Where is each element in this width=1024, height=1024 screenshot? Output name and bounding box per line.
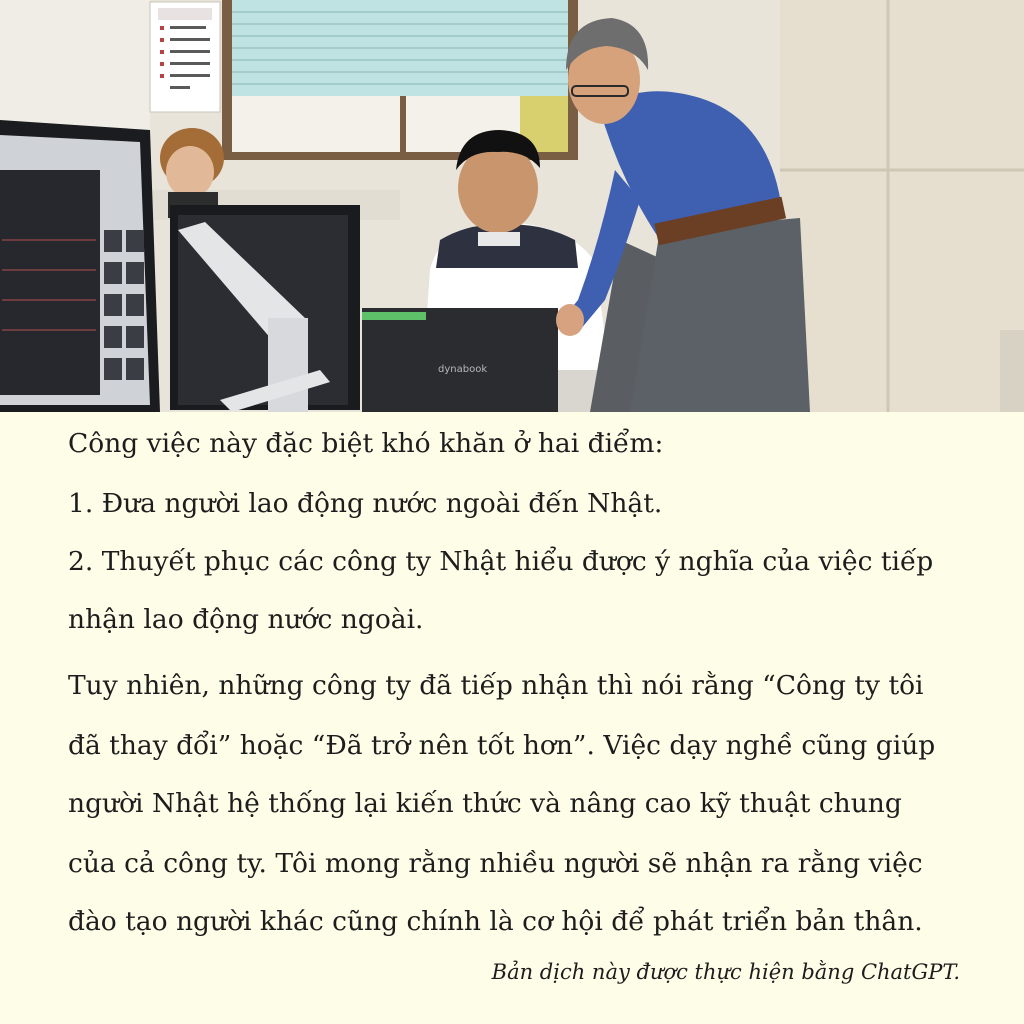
body-line-7: người Nhật hệ thống lại kiến thức và nâng cao kỹ thuật chung: [68, 788, 902, 819]
person-background: [160, 128, 224, 218]
body-line-1: Công việc này đặc biệt khó khăn ở hai điểm:: [68, 428, 664, 459]
wall-calendar: [150, 2, 220, 112]
body-line-2: 1. Đưa người lao động nước ngoài đến Nhật.: [68, 488, 663, 519]
body-line-3: 2. Thuyết phục các công ty Nhật hiểu được ý nghĩa của việc tiếp: [68, 546, 934, 577]
body-line-5: Tuy nhiên, những công ty đã tiếp nhận thì nói rằng “Công ty tôi: [68, 670, 924, 701]
body-line-6: đã thay đổi” hoặc “Đã trở nên tốt hơn”. Việc dạy nghề cũng giúp: [68, 730, 936, 761]
monitor-foreground: [0, 120, 160, 412]
text-section: [0, 412, 1024, 1024]
laptop-brand-label: dynabook: [438, 364, 488, 375]
body-line-4: nhận lao động nước ngoài.: [68, 604, 424, 635]
office-photo: [0, 0, 1024, 412]
office-photo-illustration: [0, 0, 1024, 412]
body-line-8: của cả công ty. Tôi mong rằng nhiều người sẽ nhận ra rằng việc: [68, 848, 923, 879]
window-blinds: [222, 0, 578, 160]
body-line-9: đào tạo người khác cũng chính là cơ hội để phát triển bản thân.: [68, 906, 923, 937]
translation-caption: Bản dịch này được thực hiện bằng ChatGPT.: [491, 960, 960, 984]
